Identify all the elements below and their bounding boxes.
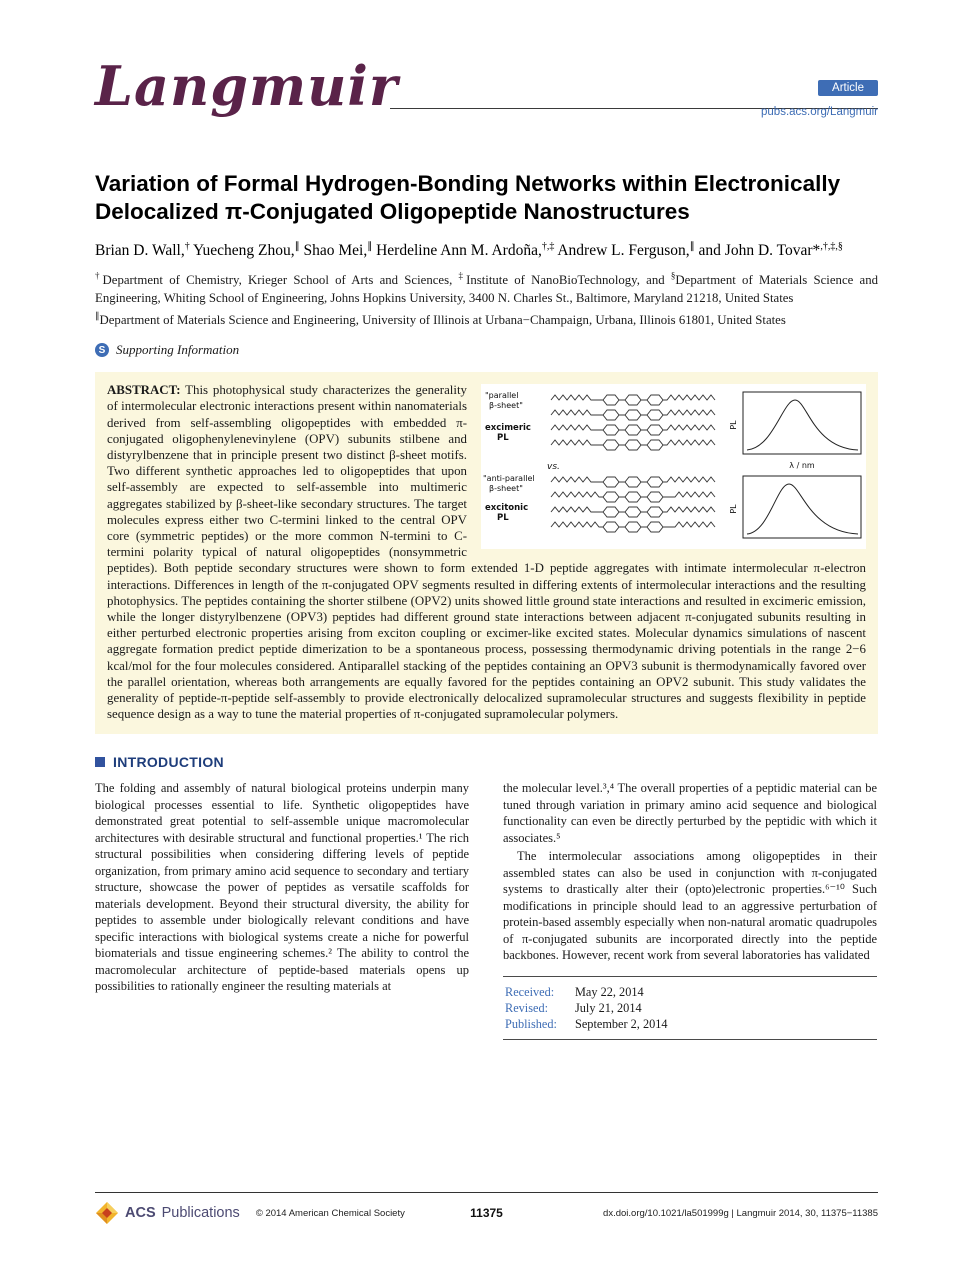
date-published-label: Published: xyxy=(505,1016,557,1031)
figure-label-antiparallel: "anti-parallel xyxy=(483,474,535,484)
footer-left xyxy=(95,1201,470,1225)
author-3[interactable] xyxy=(300,242,373,259)
introduction-heading xyxy=(95,754,878,770)
date-received-value: May 22, 2014 xyxy=(575,984,644,999)
author-6-affmark: ,†,‡,§ xyxy=(820,240,843,252)
affiliation-1-text-3: Department of Materials Science and Engineering, Whiting School of Engineering, Johns Hopkins University, 3400 N. Charles St., Baltimore, Maryland 21218, United States xyxy=(95,273,879,305)
article-dates xyxy=(503,976,877,1040)
page-number: 11375 xyxy=(470,1206,503,1220)
figure-label-parallel-2: β-sheet" xyxy=(489,401,523,411)
journal-site-link[interactable]: pubs.acs.org/Langmuir xyxy=(761,106,878,118)
intro-columns xyxy=(95,780,878,1040)
affiliation-1 xyxy=(95,272,878,307)
intro-paragraph-3: The intermolecular associations among oligopeptides in their assembled states can also be used in conjunction with π-conjugated systems to drastically alter their (opto)electronic properties.⁶⁻¹⁰ Such modifications in principle should lead to an aggressive perturbation of protein-based assembly especially when non-natural aromatic quadrupoles of π-conjugated subunits are incorporated directly into the peptide backbones. However, recent work from several laboratories has validated xyxy=(503,849,877,963)
supporting-info-icon: S xyxy=(95,343,109,357)
date-received-label: Received: xyxy=(505,984,555,999)
abstract-body: This photophysical study characterizes the generality of intermolecular electronic interactions present within nanomaterials derived from self-assembling oligopeptides with embedded π-conjugated oligophenylenevinylene (OPV) subunits stilbene and distyrylbenzene that in principle present two distinct β-sheet motifs. Two different synthetic approaches led to oligopeptides that upon self-assembly are expected to self-assemble into multimeric aggregates stabilized by β-sheet-like secondary structures. The target molecules express either two C-termini linked to the central OPV core (symmetric peptides) or the more common N-termini to C-termini polarity typical of natural oligopeptides (nonsymmetric peptides). Both peptide secondary structures were shown to form extended 1-D peptide aggregates with intimate intermolecular π-electron interactions. Differences in length of the π-conjugated OPV segments resulted in differing extents of intermolecular interactions and the resulting photophysics. The peptides containing the shorter stilbene (OPV2) units showed little ground state interactions and resulted in excimeric emission, while the longer distyrylbenzene (OPV3) peptides had different ground state interactions between adjacent π-conjugated subunits resulting in either perturbed electronic properties arising from exciton coupling or excimer-like excited states. Molecular dynamics simulations of nascent aggregate formation predict peptide dimerization to be a spontaneous process, possessing thermodynamic driving potentials in the range 2−6 kcal/mol for the four molecules considered. Antiparallel stacking of the peptides containing an OPV3 subunit is thermodynamically favored over the parallel orientation, whereas both arrangements are equally favored for the peptides containing an OPV2 subunit. This study validates the generality of peptide-π-peptide self-assembly to provide electronically delocalized supramolecular structures and suggests flexibility in peptide sequence design as a way to tune the material properties of π-conjugated supramolecular polymers. xyxy=(107,383,866,722)
author-1[interactable] xyxy=(95,242,190,259)
page-footer xyxy=(95,1192,878,1225)
abstract-box xyxy=(95,372,878,734)
author-5-affmark: ∥ xyxy=(689,240,695,252)
date-revised-label: Revised: xyxy=(505,1000,549,1015)
acs-publications-logo[interactable] xyxy=(95,1201,240,1225)
abstract-label: ABSTRACT: xyxy=(107,383,181,398)
copyright-notice: © 2014 American Chemical Society xyxy=(255,1207,405,1219)
affiliation-1-mark-3: § xyxy=(670,270,676,281)
date-published xyxy=(505,1016,877,1032)
acs-diamond-icon xyxy=(95,1201,119,1225)
date-received xyxy=(505,984,877,1000)
affiliation-1-mark-2: ‡ xyxy=(458,270,467,281)
supporting-info-label: Supporting Information xyxy=(116,342,240,358)
figure-label-excitonic-pl: PL xyxy=(497,513,509,524)
figure-label-excitonic: excitonic xyxy=(485,503,529,514)
author-list xyxy=(95,240,878,262)
affiliation-1-mark-1: † xyxy=(95,270,103,281)
author-5[interactable] xyxy=(554,242,694,259)
author-1-affmark: † xyxy=(184,240,190,252)
intro-column-right xyxy=(503,780,877,1040)
author-4-affmark: †,‡ xyxy=(541,240,555,252)
author-3-affmark: ∥ xyxy=(367,240,373,252)
figure-label-excimeric: excimeric xyxy=(485,423,531,434)
author-3-name: Shao Mei, xyxy=(299,241,368,259)
figure-axis-pl-top: PL xyxy=(729,420,738,430)
figure-axis-pl-bottom: PL xyxy=(729,504,738,514)
figure-label-vs: vs. xyxy=(547,462,560,473)
doi-citation: dx.doi.org/10.1021/la501999g | Langmuir 2014, 30, 11375−11385 xyxy=(603,1207,878,1219)
figure-axis-wavelength: λ / nm xyxy=(789,461,815,471)
affiliation-2-text-1: Department of Materials Science and Engineering, University of Illinois at Urbana−Champaign, Urbana, Illinois 61801, United States xyxy=(99,313,786,328)
journal-logo: Langmuir xyxy=(95,54,399,118)
author-5-name: Andrew L. Ferguson, xyxy=(554,241,690,259)
intro-paragraph-2: the molecular level.³,⁴ The overall properties of a peptidic material can be tuned through variation in primary amino acid sequence and biological functionality can even be directly perturbed by the peptidic with which it associates.⁵ xyxy=(503,781,877,845)
figure-label-parallel: "parallel xyxy=(485,391,519,401)
author-2[interactable] xyxy=(190,242,300,259)
intro-column-left xyxy=(95,780,469,1040)
affiliation-2-mark-1: ∥ xyxy=(95,311,100,322)
author-6[interactable] xyxy=(695,242,843,259)
date-revised xyxy=(505,1000,877,1016)
author-2-name: Yuecheng Zhou, xyxy=(189,241,295,259)
author-4[interactable] xyxy=(372,242,554,259)
author-6-name: and John D. Tovar* xyxy=(694,241,821,259)
article-type-badge: Article xyxy=(818,80,878,96)
article-title: Variation of Formal Hydrogen-Bonding Networks within Electronically Delocalized π-Conjugated Oligopeptide Nanostructures xyxy=(95,171,841,225)
supporting-information-link[interactable] xyxy=(95,342,878,358)
affiliation-1-text-1: Department of Chemistry, Krieger School of Arts and Sciences, xyxy=(102,273,459,288)
acs-brand-text: ACS xyxy=(125,1205,156,1221)
affiliation-1-text-2: Institute of NanoBioTechnology, and xyxy=(466,273,671,288)
intro-paragraph-1: The folding and assembly of natural biological proteins underpin many biological processes essential to life. Synthetic oligopeptides have demonstrated great potential to self-assemble unique macromolecular architectures with desirable structural and functional properties.¹ The rich structural possibilities when considering differing levels of peptide organization, from primary amino acid sequence to secondary and tertiary structure, showcase the power of peptides as versatile scaffolds for materials development. Beyond their structural diversity, the ability for peptides to assemble under biologically relevant conditions and have specific interactions with biological systems create a niche for powerful biomaterials and tissue engineering schemes.² The ability to control the macromolecular architecture of peptide-based materials opens up possibilities to rationally engineer the resulting materials at xyxy=(95,781,469,994)
author-4-name: Herdeline Ann M. Ardoña, xyxy=(372,241,542,259)
author-2-affmark: ∥ xyxy=(294,240,300,252)
figure-label-excimeric-pl: PL xyxy=(497,433,509,444)
section-marker-icon xyxy=(95,757,105,767)
affiliation-2 xyxy=(95,312,878,330)
date-published-value: September 2, 2014 xyxy=(575,1016,668,1031)
section-introduction xyxy=(95,754,878,1040)
figure-label-antiparallel-2: β-sheet" xyxy=(489,484,523,494)
journal-masthead xyxy=(95,56,878,132)
date-revised-value: July 21, 2014 xyxy=(575,1000,642,1015)
introduction-heading-label: INTRODUCTION xyxy=(113,754,224,771)
author-1-name: Brian D. Wall, xyxy=(95,241,185,259)
publications-brand-text: Publications xyxy=(161,1205,240,1221)
abstract-graphic xyxy=(481,384,866,549)
abstract-graphic-svg xyxy=(481,384,866,544)
